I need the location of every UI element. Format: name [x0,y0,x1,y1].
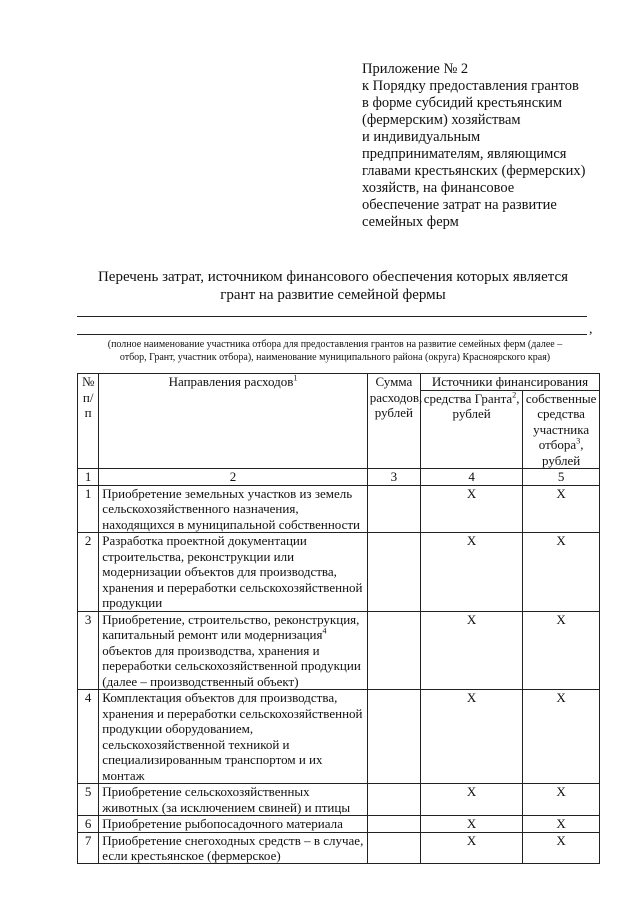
row-grant: X [420,690,522,784]
header-sources: Источники финансирования [420,374,599,391]
row-direction: Приобретение рыбопосадочного материала [99,816,367,833]
header-num: № п/п [78,374,99,469]
row-num: 3 [78,611,99,690]
row-own: X [523,690,600,784]
row-direction: Разработка проектной документации строительства, реконструкции или модернизации объектов для производства, хранения и переработки сельскохозяйственной продукции [99,533,367,612]
row-direction-text: Приобретение, строительство, реконструкция, капитальный ремонт или модернизация [102,611,360,642]
column-number: 5 [523,469,600,486]
appendix-line: главами крестьянских (фермерских) [362,163,586,179]
page-title [40,268,626,304]
row-sum [367,485,420,533]
row-num: 4 [78,690,99,784]
row-direction-text: объектов для производства, хранения и переработки сельскохозяйственной продукции (далее – производственный объект) [102,642,361,689]
row-own: X [523,611,600,690]
table-row [78,816,600,833]
appendix-line: хозяйств, на финансовое [362,180,515,196]
row-sum [367,816,420,833]
fill-in-line-1 [77,316,587,317]
header-own-label: собственные средства участника отбора [525,390,597,452]
column-number: 2 [99,469,367,486]
note-line-1: (полное наименование участника отбора для предоставления грантов на развитие семейных ферм (далее – [107,339,563,350]
appendix-line: Приложение № 2 [362,61,469,77]
column-number: 3 [367,469,420,486]
appendix-block [362,61,624,231]
row-direction [99,832,367,863]
row-grant: X [420,485,522,533]
title-line-1: Перечень затрат, источником финансового обеспечения которых является [97,269,569,285]
row-sum [367,611,420,690]
fill-in-line-2 [77,334,587,335]
table-row [78,690,600,784]
row-direction [99,611,367,690]
costs-table [77,373,600,864]
row-grant: X [420,533,522,612]
row-direction-text: Приобретение снегоходных средств – в случае, если крестьянское (фермерское) [102,832,364,863]
appendix-line: обеспечение затрат на развитие [362,197,557,213]
appendix-line: предпринимателям, являющимся [362,146,567,162]
title-line-2: грант на развитие семейной фермы [220,287,446,303]
row-num: 1 [78,485,99,533]
row-num: 7 [78,832,99,863]
appendix-line: в форме субсидий крестьянским [362,95,563,111]
column-number: 4 [420,469,522,486]
row-own: X [523,485,600,533]
row-own: X [523,832,600,863]
header-grant-unit: , рублей [452,390,520,421]
row-grant: X [420,832,522,863]
appendix-line: и индивидуальным [362,129,481,145]
fill-in-note [70,339,600,364]
header-own-unit: , рублей [542,437,584,468]
row-num: 6 [78,816,99,833]
row-own: X [523,533,600,612]
column-number: 1 [78,469,99,486]
row-sum [367,533,420,612]
row-direction: Приобретение земельных участков из земель сельскохозяйственного назначения, находящихся в муниципальной собственности [99,485,367,533]
appendix-line: семейных ферм [362,214,459,230]
row-direction: Приобретение сельскохозяйственных животных (за исключением свиней) и птицы [99,784,367,816]
header-sum: Сумма расходов, рублей [367,374,420,469]
row-own: X [523,816,600,833]
appendix-line: (фермерским) хозяйствам [362,112,521,128]
table-row [78,533,600,612]
header-grant-label: средства Гранта [423,390,513,406]
row-grant: X [420,611,522,690]
note-line-2: отбор, Грант, участник отбора), наименование муниципального района (округа) Красноярского края) [119,351,551,363]
table-row [78,611,600,690]
footnote-ref: 1 [293,373,298,383]
header-direction [99,374,367,469]
header-row [78,374,600,391]
header-own [523,390,600,469]
row-num: 5 [78,784,99,816]
row-direction: Комплектация объектов для производства, хранения и переработки сельскохозяйственной продукции оборудованием, сельскохозяйственной техникой и специализированным транспортом и их монтаж [99,690,367,784]
row-sum [367,690,420,784]
column-number-row [78,469,600,486]
header-grant [420,390,522,469]
row-grant: X [420,784,522,816]
row-own: X [523,784,600,816]
header-direction-label: Направления расходов [168,374,294,389]
fill-in-comma: , [589,322,593,337]
footnote-ref: 3 [576,436,581,446]
table-row [78,784,600,816]
footnote-ref: 2 [512,390,517,400]
table-row [78,832,600,863]
appendix-line: к Порядку предоставления грантов [362,78,579,94]
row-grant: X [420,816,522,833]
row-sum [367,832,420,863]
footnote-ref: 4 [322,626,327,636]
row-num: 2 [78,533,99,612]
row-sum [367,784,420,816]
table-row [78,485,600,533]
